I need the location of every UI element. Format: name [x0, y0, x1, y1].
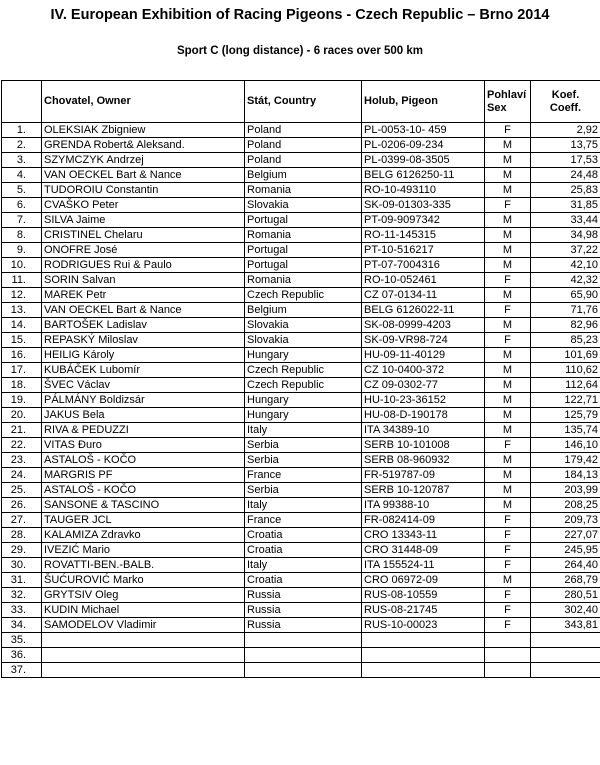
table-row [2, 423, 600, 438]
rank-cell: 26. [2, 498, 42, 513]
coefficient-cell: 31,85 [531, 198, 600, 213]
coefficient-cell: 2,92 [531, 123, 600, 138]
sex-cell: M [485, 213, 531, 228]
coefficient-cell: 125,79 [531, 408, 600, 423]
pigeon-cell: BELG 6126250-11 [362, 168, 485, 183]
header-coef-line1: Koef. [551, 88, 580, 101]
rank-cell: 13. [2, 303, 42, 318]
rank-cell: 32. [2, 588, 42, 603]
owner-cell: ROVATTI-BEN.-BALB. [42, 558, 245, 573]
sex-cell: F [485, 198, 531, 213]
coefficient-cell: 37,22 [531, 243, 600, 258]
coefficient-cell: 264,40 [531, 558, 600, 573]
country-cell: Portugal [245, 213, 362, 228]
coefficient-cell: 179,42 [531, 453, 600, 468]
pigeon-cell: ITA 99388-10 [362, 498, 485, 513]
header-sex-line2: Sex [487, 101, 507, 114]
pigeon-cell: RUS-08-21745 [362, 603, 485, 618]
rank-cell: 16. [2, 348, 42, 363]
table-row [2, 138, 600, 153]
owner-cell: IVEZIĆ Mario [42, 543, 245, 558]
pigeon-cell: CRO 06972-09 [362, 573, 485, 588]
country-cell: Hungary [245, 408, 362, 423]
pigeon-cell: HU-08-D-190178 [362, 408, 485, 423]
coefficient-cell: 146,10 [531, 438, 600, 453]
country-cell: France [245, 468, 362, 483]
coefficient-cell: 227,07 [531, 528, 600, 543]
sex-cell: M [485, 393, 531, 408]
table-row [2, 363, 600, 378]
rank-cell: 24. [2, 468, 42, 483]
rank-cell: 20. [2, 408, 42, 423]
country-cell: Belgium [245, 168, 362, 183]
owner-cell: REPASKÝ Miloslav [42, 333, 245, 348]
coefficient-cell: 85,23 [531, 333, 600, 348]
coefficient-cell: 42,32 [531, 273, 600, 288]
table-row [2, 258, 600, 273]
rank-cell: 29. [2, 543, 42, 558]
sex-cell: M [485, 483, 531, 498]
coefficient-cell: 209,73 [531, 513, 600, 528]
sex-cell: F [485, 513, 531, 528]
owner-cell [42, 648, 245, 663]
table-row [2, 513, 600, 528]
coefficient-cell [531, 633, 600, 648]
country-cell: Hungary [245, 348, 362, 363]
country-cell: Russia [245, 588, 362, 603]
rank-cell: 33. [2, 603, 42, 618]
country-cell: Portugal [245, 258, 362, 273]
table-row [2, 288, 600, 303]
table-row [2, 153, 600, 168]
owner-cell: ŠVEC Václav [42, 378, 245, 393]
coefficient-cell: 343,81 [531, 618, 600, 633]
pigeon-cell: RUS-10-00023 [362, 618, 485, 633]
coefficient-cell: 245,95 [531, 543, 600, 558]
rank-cell: 12. [2, 288, 42, 303]
country-cell: Croatia [245, 573, 362, 588]
rank-cell: 14. [2, 318, 42, 333]
owner-cell: CRISTINEL Chelaru [42, 228, 245, 243]
sex-cell: M [485, 153, 531, 168]
rank-cell: 8. [2, 228, 42, 243]
sex-cell: F [485, 558, 531, 573]
owner-cell: TUDOROIU Constantin [42, 183, 245, 198]
rank-cell: 31. [2, 573, 42, 588]
pigeon-cell: PL-0053-10- 459 [362, 123, 485, 138]
pigeon-cell: SERB 10-120787 [362, 483, 485, 498]
table-row [2, 378, 600, 393]
country-cell: Czech Republic [245, 288, 362, 303]
table-row [2, 588, 600, 603]
sex-cell: M [485, 258, 531, 273]
sex-cell [485, 663, 531, 678]
table-row [2, 573, 600, 588]
coefficient-cell: 24,48 [531, 168, 600, 183]
coefficient-cell: 135,74 [531, 423, 600, 438]
rank-cell: 7. [2, 213, 42, 228]
table-row [2, 603, 600, 618]
pigeon-cell: RO-11-145315 [362, 228, 485, 243]
pigeon-cell: SERB 08-960932 [362, 453, 485, 468]
rank-cell: 30. [2, 558, 42, 573]
country-cell: Czech Republic [245, 378, 362, 393]
sex-cell: M [485, 228, 531, 243]
sex-cell: F [485, 618, 531, 633]
rank-cell: 36. [2, 648, 42, 663]
country-cell: Czech Republic [245, 363, 362, 378]
country-cell: Slovakia [245, 318, 362, 333]
owner-cell: SAMODELOV Vladimir [42, 618, 245, 633]
country-cell: Poland [245, 123, 362, 138]
pigeon-cell: RO-10-493110 [362, 183, 485, 198]
table-row [2, 198, 600, 213]
sex-cell: M [485, 348, 531, 363]
table-row [2, 333, 600, 348]
table-row [2, 273, 600, 288]
sex-cell: F [485, 603, 531, 618]
country-cell: Romania [245, 183, 362, 198]
document-subtitle: Sport C (long distance) - 6 races over 500 km [176, 45, 424, 57]
country-cell: Poland [245, 153, 362, 168]
table-row [2, 348, 600, 363]
owner-cell: KUDIN Michael [42, 603, 245, 618]
country-cell [245, 633, 362, 648]
table-row [2, 483, 600, 498]
sex-cell: M [485, 498, 531, 513]
sex-cell: M [485, 288, 531, 303]
header-pigeon: Holub, Pigeon [362, 81, 485, 123]
sex-cell: F [485, 333, 531, 348]
rank-cell: 28. [2, 528, 42, 543]
header-sex-line1: Pohlaví [487, 88, 527, 101]
table-row [2, 243, 600, 258]
header-rank [2, 81, 42, 123]
sex-cell [485, 633, 531, 648]
pigeon-cell: CRO 31448-09 [362, 543, 485, 558]
rank-cell: 34. [2, 618, 42, 633]
rank-cell: 15. [2, 333, 42, 348]
rank-cell: 10. [2, 258, 42, 273]
table-header-row [2, 81, 600, 123]
sex-cell: M [485, 408, 531, 423]
country-cell: France [245, 513, 362, 528]
header-owner: Chovatel, Owner [42, 81, 245, 123]
owner-cell: GRENDA Robert& Aleksand. [42, 138, 245, 153]
pigeon-cell: ITA 155524-11 [362, 558, 485, 573]
table-row [2, 453, 600, 468]
coefficient-cell: 302,40 [531, 603, 600, 618]
table-row [2, 123, 600, 138]
owner-cell: RIVA & PEDUZZI [42, 423, 245, 438]
owner-cell [42, 663, 245, 678]
pigeon-cell: BELG 6126022-11 [362, 303, 485, 318]
rank-cell: 25. [2, 483, 42, 498]
pigeon-cell: PT-09-9097342 [362, 213, 485, 228]
rank-cell: 17. [2, 363, 42, 378]
coefficient-cell: 25,83 [531, 183, 600, 198]
sex-cell: F [485, 303, 531, 318]
pigeon-cell: SK-08-0999-4203 [362, 318, 485, 333]
owner-cell: KALAMIZA Zdravko [42, 528, 245, 543]
rank-cell: 23. [2, 453, 42, 468]
rank-cell: 11. [2, 273, 42, 288]
country-cell: Croatia [245, 543, 362, 558]
table-row [2, 213, 600, 228]
owner-cell: JAKUS Bela [42, 408, 245, 423]
country-cell: Russia [245, 618, 362, 633]
table-row [2, 303, 600, 318]
owner-cell: TAUGER JCL [42, 513, 245, 528]
sex-cell: M [485, 168, 531, 183]
sex-cell: M [485, 378, 531, 393]
owner-cell: MARGRIS PF [42, 468, 245, 483]
header-sex [485, 81, 531, 123]
owner-cell: RODRIGUES Rui & Paulo [42, 258, 245, 273]
pigeon-cell: FR-519787-09 [362, 468, 485, 483]
owner-cell: VITAS Đuro [42, 438, 245, 453]
table-row [2, 468, 600, 483]
sex-cell [485, 648, 531, 663]
country-cell: Serbia [245, 483, 362, 498]
coefficient-cell: 65,90 [531, 288, 600, 303]
rank-cell: 35. [2, 633, 42, 648]
owner-cell: SILVA Jaime [42, 213, 245, 228]
header-coef-line2: Coeff. [549, 101, 582, 114]
sex-cell: M [485, 138, 531, 153]
owner-cell [42, 633, 245, 648]
pigeon-cell: SK-09-01303-335 [362, 198, 485, 213]
table-row [2, 168, 600, 183]
coefficient-cell [531, 648, 600, 663]
sex-cell: M [485, 423, 531, 438]
country-cell: Serbia [245, 438, 362, 453]
rank-cell: 1. [2, 123, 42, 138]
sex-cell: F [485, 438, 531, 453]
rank-cell: 37. [2, 663, 42, 678]
owner-cell: ASTALOŠ - KOČO [42, 453, 245, 468]
header-coef [531, 81, 600, 123]
coefficient-cell: 280,51 [531, 588, 600, 603]
table-row [2, 618, 600, 633]
header-country: Stát, Country [245, 81, 362, 123]
rank-cell: 2. [2, 138, 42, 153]
sex-cell: F [485, 273, 531, 288]
owner-cell: SZYMCZYK Andrzej [42, 153, 245, 168]
country-cell [245, 648, 362, 663]
coefficient-cell: 184,13 [531, 468, 600, 483]
document-title: IV. European Exhibition of Racing Pigeons - Czech Republic – Brno 2014 [50, 7, 550, 23]
country-cell: Portugal [245, 243, 362, 258]
table-row [2, 408, 600, 423]
country-cell: Slovakia [245, 198, 362, 213]
table-row [2, 543, 600, 558]
country-cell [245, 663, 362, 678]
owner-cell: HEILIG Károly [42, 348, 245, 363]
table-row [2, 393, 600, 408]
pigeon-cell: CZ 09-0302-77 [362, 378, 485, 393]
coefficient-cell: 34,98 [531, 228, 600, 243]
owner-cell: ASTALOŠ - KOČO [42, 483, 245, 498]
owner-cell: GRYTSIV Oleg [42, 588, 245, 603]
country-cell: Italy [245, 423, 362, 438]
rank-cell: 22. [2, 438, 42, 453]
owner-cell: OLEKSIAK Zbigniew [42, 123, 245, 138]
pigeon-cell: HU-10-23-36152 [362, 393, 485, 408]
coefficient-cell: 268,79 [531, 573, 600, 588]
table-row [2, 438, 600, 453]
country-cell: Poland [245, 138, 362, 153]
country-cell: Croatia [245, 528, 362, 543]
owner-cell: VAN OECKEL Bart & Nance [42, 168, 245, 183]
owner-cell: MAREK Petr [42, 288, 245, 303]
country-cell: Italy [245, 498, 362, 513]
country-cell: Slovakia [245, 333, 362, 348]
country-cell: Serbia [245, 453, 362, 468]
owner-cell: VAN OECKEL Bart & Nance [42, 303, 245, 318]
pigeon-cell: CZ 07-0134-11 [362, 288, 485, 303]
table-row [2, 498, 600, 513]
pigeon-cell: CRO 13343-11 [362, 528, 485, 543]
sex-cell: F [485, 528, 531, 543]
country-cell: Italy [245, 558, 362, 573]
table-row [2, 648, 600, 663]
coefficient-cell: 17,53 [531, 153, 600, 168]
table-row [2, 183, 600, 198]
sex-cell: M [485, 243, 531, 258]
table-row [2, 633, 600, 648]
rank-cell: 6. [2, 198, 42, 213]
owner-cell: ŠUĆUROVIĆ Marko [42, 573, 245, 588]
sex-cell: M [485, 363, 531, 378]
coefficient-cell: 42,10 [531, 258, 600, 273]
pigeon-cell: RUS-08-10559 [362, 588, 485, 603]
pigeon-cell: ITA 34389-10 [362, 423, 485, 438]
pigeon-cell: SERB 10-101008 [362, 438, 485, 453]
pigeon-cell: PT-10-516217 [362, 243, 485, 258]
country-cell: Belgium [245, 303, 362, 318]
owner-cell: PÁLMÁNY Boldizsár [42, 393, 245, 408]
pigeon-cell [362, 663, 485, 678]
coefficient-cell [531, 663, 600, 678]
rank-cell: 19. [2, 393, 42, 408]
coefficient-cell: 13,75 [531, 138, 600, 153]
pigeon-cell: PT-07-7004316 [362, 258, 485, 273]
owner-cell: CVAŠKO Peter [42, 198, 245, 213]
pigeon-cell: FR-082414-09 [362, 513, 485, 528]
table-row [2, 318, 600, 333]
sex-cell: M [485, 468, 531, 483]
pigeon-cell: PL-0206-09-234 [362, 138, 485, 153]
sex-cell: F [485, 123, 531, 138]
country-cell: Hungary [245, 393, 362, 408]
table-row [2, 228, 600, 243]
rank-cell: 27. [2, 513, 42, 528]
rank-cell: 4. [2, 168, 42, 183]
pigeon-cell: CZ 10-0400-372 [362, 363, 485, 378]
rank-cell: 3. [2, 153, 42, 168]
owner-cell: SANSONE & TASCINO [42, 498, 245, 513]
country-cell: Romania [245, 228, 362, 243]
table-row [2, 558, 600, 573]
coefficient-cell: 122,71 [531, 393, 600, 408]
sex-cell: M [485, 453, 531, 468]
pigeon-cell: HU-09-11-40129 [362, 348, 485, 363]
rank-cell: 18. [2, 378, 42, 393]
sex-cell: M [485, 183, 531, 198]
table-row [2, 528, 600, 543]
owner-cell: KUBÁČEK Lubomír [42, 363, 245, 378]
coefficient-cell: 82,96 [531, 318, 600, 333]
results-table [1, 80, 600, 678]
pigeon-cell: RO-10-052461 [362, 273, 485, 288]
coefficient-cell: 203,99 [531, 483, 600, 498]
rank-cell: 21. [2, 423, 42, 438]
sex-cell: F [485, 543, 531, 558]
pigeon-cell [362, 648, 485, 663]
coefficient-cell: 33,44 [531, 213, 600, 228]
owner-cell: SORIN Salvan [42, 273, 245, 288]
sex-cell: F [485, 588, 531, 603]
rank-cell: 9. [2, 243, 42, 258]
rank-cell: 5. [2, 183, 42, 198]
owner-cell: BARTOŠEK Ladislav [42, 318, 245, 333]
pigeon-cell: SK-09-VR98-724 [362, 333, 485, 348]
country-cell: Romania [245, 273, 362, 288]
sex-cell: M [485, 318, 531, 333]
pigeon-cell [362, 633, 485, 648]
coefficient-cell: 101,69 [531, 348, 600, 363]
coefficient-cell: 71,76 [531, 303, 600, 318]
coefficient-cell: 110,62 [531, 363, 600, 378]
sex-cell: M [485, 573, 531, 588]
country-cell: Russia [245, 603, 362, 618]
coefficient-cell: 112,64 [531, 378, 600, 393]
owner-cell: ONOFRE José [42, 243, 245, 258]
table-row [2, 663, 600, 678]
coefficient-cell: 208,25 [531, 498, 600, 513]
pigeon-cell: PL-0399-08-3505 [362, 153, 485, 168]
